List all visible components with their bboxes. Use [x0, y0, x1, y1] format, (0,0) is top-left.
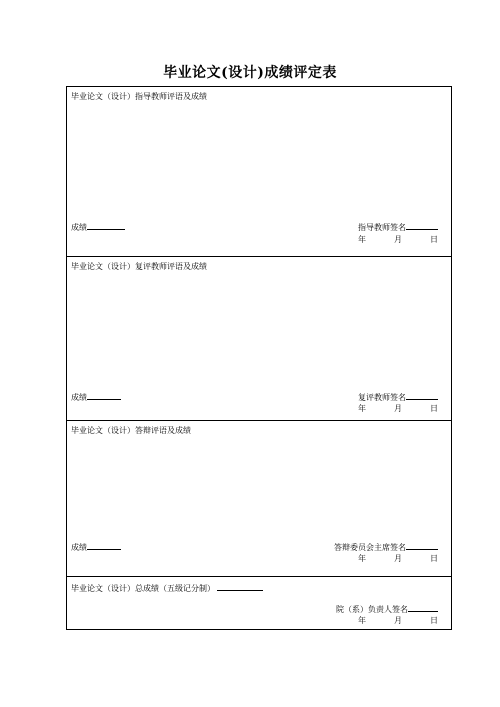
signature-label: 指导教师签名: [358, 223, 406, 232]
signature-line: [334, 541, 438, 553]
year-label: 年: [358, 616, 366, 625]
advisor-evaluation-section: [67, 87, 451, 257]
day-label: 日: [430, 554, 438, 563]
grade-line: [71, 391, 121, 403]
grade-blank[interactable]: [87, 541, 121, 550]
grade-label: 成绩: [71, 393, 87, 402]
month-label: 月: [394, 554, 402, 563]
signature-label: 复评教师签名: [358, 393, 406, 402]
total-grade-section: [67, 577, 451, 631]
day-label: 日: [430, 616, 438, 625]
month-label: 月: [394, 404, 402, 413]
signature-blank[interactable]: [406, 221, 438, 230]
section-heading: 毕业论文（设计）复评教师评语及成绩: [71, 262, 207, 271]
total-grade-line: [71, 582, 263, 594]
signature-line: [358, 221, 438, 233]
day-label: 日: [430, 235, 438, 244]
section-heading: 毕业论文（设计）答辩评语及成绩: [71, 426, 191, 435]
grade-blank[interactable]: [87, 391, 121, 400]
signature-blank[interactable]: [406, 391, 438, 400]
month-label: 月: [394, 616, 402, 625]
grade-blank[interactable]: [87, 221, 125, 230]
defense-evaluation-section: [67, 421, 451, 577]
form-title: 毕业论文(设计)成绩评定表: [163, 65, 337, 81]
date-line: [358, 616, 438, 626]
review-evaluation-section: [67, 257, 451, 421]
signature-label: 院（系）负责人签名: [336, 605, 408, 614]
signature-line: [336, 603, 438, 615]
grade-line: [71, 541, 121, 553]
total-grade-blank[interactable]: [217, 582, 263, 591]
signature-blank[interactable]: [408, 603, 438, 612]
date-line: [358, 404, 438, 414]
year-label: 年: [358, 554, 366, 563]
date-line: [358, 554, 438, 564]
section-heading: 毕业论文（设计）指导教师评语及成绩: [71, 92, 207, 101]
signature-blank[interactable]: [406, 541, 438, 550]
grade-label: 成绩: [71, 543, 87, 552]
year-label: 年: [358, 404, 366, 413]
section-heading: 毕业论文（设计）总成绩（五级记分制）: [71, 584, 215, 593]
signature-label: 答辩委员会主席签名: [334, 543, 406, 552]
grade-line: [71, 221, 125, 233]
signature-line: [358, 391, 438, 403]
evaluation-form: [66, 86, 452, 630]
month-label: 月: [394, 235, 402, 244]
date-line: [358, 235, 438, 245]
year-label: 年: [358, 235, 366, 244]
day-label: 日: [430, 404, 438, 413]
grade-label: 成绩: [71, 223, 87, 232]
